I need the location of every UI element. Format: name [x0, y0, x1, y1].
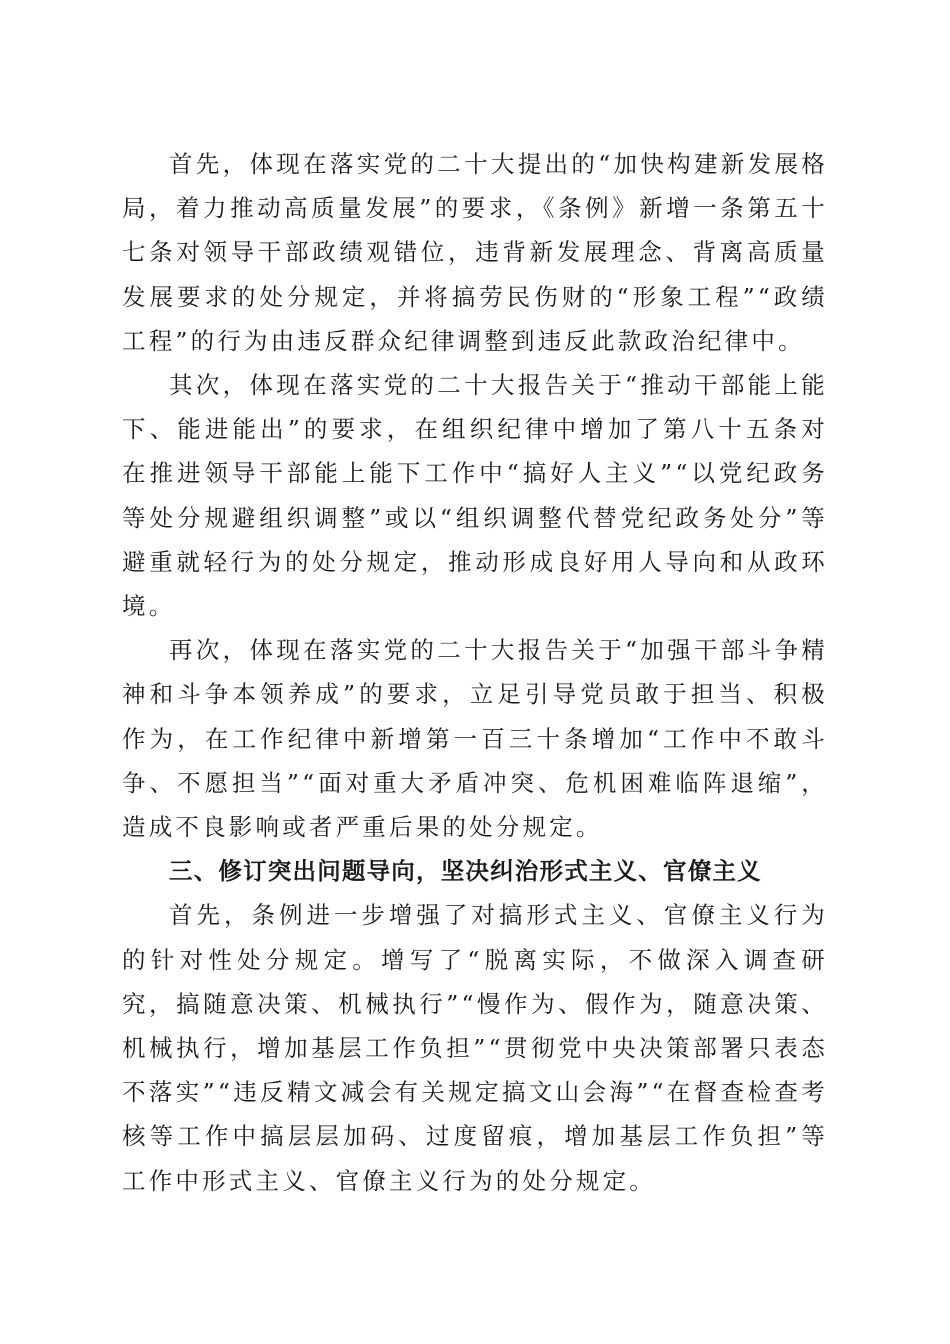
section-heading: 三、修订突出问题导向，坚决纠治形式主义、官僚主义 — [169, 857, 762, 886]
paragraph-first: 首先，体现在落实党的二十大提出的“加快构建新发展格局，着力推动高质量发展”的要求，《条例》新增一条第五十七条对领导干部政绩观错位，违背新发展理念、背离高质量发展要求的处分规定，并将搞劳民伤财的“形象工程”“政绩工程”的行为由违反群众纪律调整到违反此款政治纪律中。 — [122, 150, 828, 355]
document-body — [122, 142, 828, 1203]
paragraph-second: 其次，体现在落实党的二十大报告关于“推动干部能上能下、能进能出”的要求，在组织纪律中增加了第八十五条对在推进领导干部能上能下工作中“搞好人主义”“以党纪政务等处分规避组织调整”或以“组织调整代替党纪政务处分”等避重就轻行为的处分规定，推动形成良好用人导向和从政环境。 — [122, 371, 828, 621]
paragraph-third: 再次，体现在落实党的二十大报告关于“加强干部斗争精神和斗争本领养成”的要求，立足引导党员敢于担当、积极作为，在工作纪律中新增第一百三十条增加“工作中不敢斗争、不愿担当”“面对重大矛盾冲突、危机困难临阵退缩”，造成不良影响或者严重后果的处分规定。 — [122, 636, 828, 842]
paragraph-section-first: 首先，条例进一步增强了对搞形式主义、官僚主义行为的针对性处分规定。增写了“脱离实际，不做深入调查研究，搞随意决策、机械执行”“慢作为、假作为，随意决策、机械执行，增加基层工作负担”“贯彻党中央决策部署只表态不落实”“违反精文减会有关规定搞文山会海”“在督查检查考核等工作中搞层层加码、过度留痕，增加基层工作负担”等工作中形式主义、官僚主义行为的处分规定。 — [122, 901, 828, 1195]
